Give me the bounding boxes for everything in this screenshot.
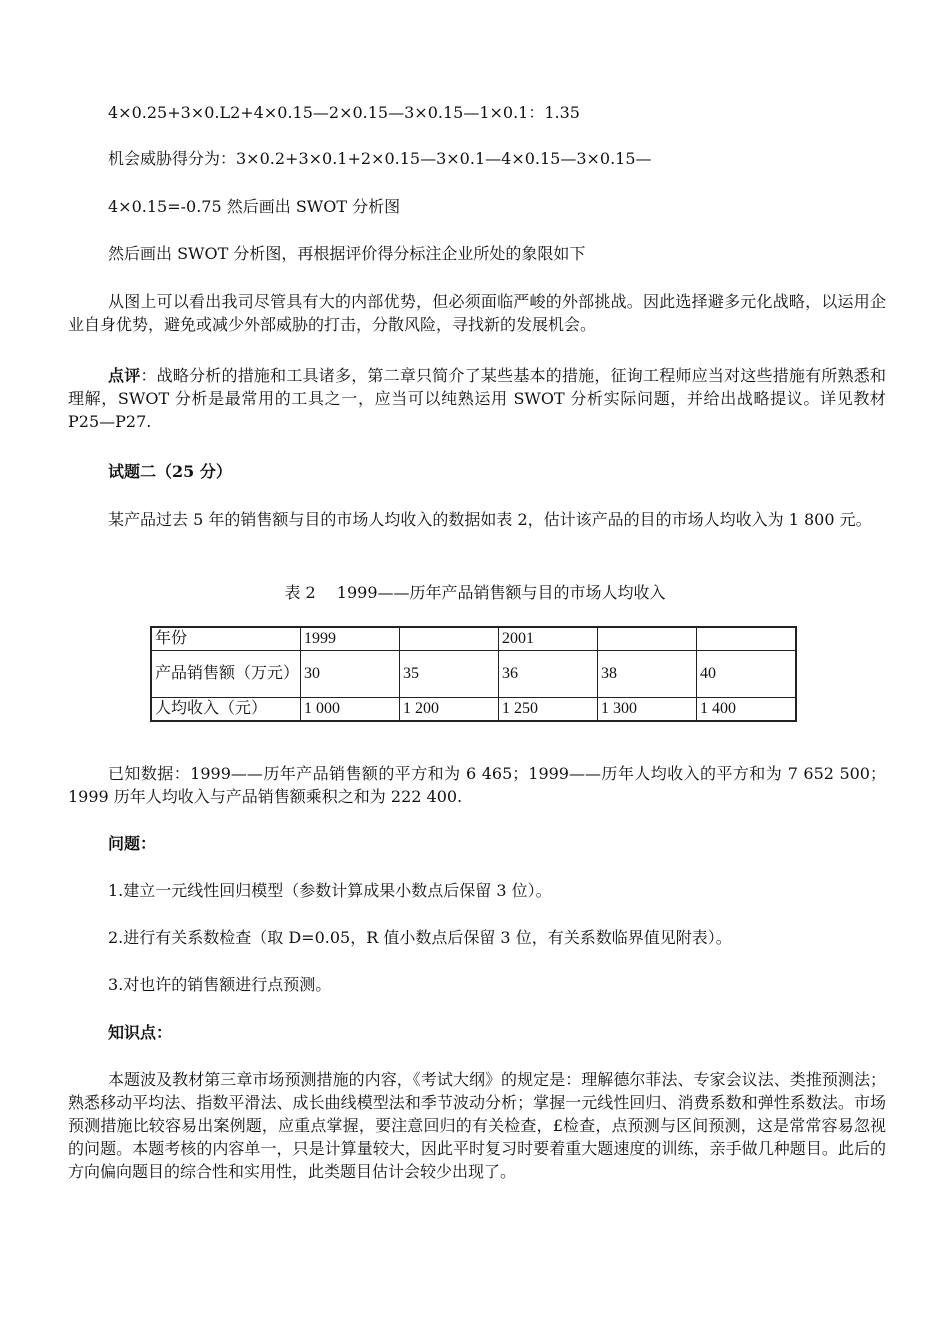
table-cell: 36 bbox=[499, 651, 598, 698]
table-cell: 产品销售额（万元） bbox=[151, 651, 301, 698]
knowledge-paragraph: 本题波及教材第三章市场预测措施的内容，《考试大纲》的规定是：理解德尔菲法、专家会议法、类推预测法；熟悉移动平均法、指数平滑法、成长曲线模型法和季节波动分析；掌握一元线性回归、消费系数和弹性系数法。市场预测措施比较容易出案例题，应重点掌握，要注意回归的有关检查，£检查，点预测与区间预测，这是常常容易忽视的问题。本题考核的内容单一，只是计算量较大，因此平时复习时要着重大题速度的训练，亲手做几种题目。此后的方向偏向题目的综合性和实用性，此类题目估计会较少出现了。 bbox=[68, 1070, 886, 1181]
table-cell: 1 250 bbox=[499, 698, 598, 722]
question-item-1: 1.建立一元线性回归模型（参数计算成果小数点后保留 3 位）。 bbox=[108, 881, 552, 900]
question-two-heading: 试题二（25 分） bbox=[108, 462, 232, 481]
table-cell: 1 200 bbox=[400, 698, 499, 722]
knowledge-heading: 知识点： bbox=[108, 1023, 173, 1042]
formula-line-1: 4×0.25+3×0.L2+4×0.15—2×0.15—3×0.15—1×0.1：1.35 bbox=[108, 103, 580, 122]
table-cell: 35 bbox=[400, 651, 499, 698]
table-cell bbox=[598, 627, 697, 651]
table-cell: 年份 bbox=[151, 627, 301, 651]
question-two-intro: 某产品过去 5 年的销售额与目的市场人均收入的数据如表 2，估计该产品的目的市场人均收入为 1 800 元。 bbox=[108, 510, 872, 529]
table-cell: 人均收入（元） bbox=[151, 698, 301, 722]
formula-line-3: 4×0.15=-0.75 然后画出 SWOT 分析图 bbox=[108, 197, 401, 216]
formula-line-2: 机会威胁得分为：3×0.2+3×0.1+2×0.15—3×0.1—4×0.15—3×0.15— bbox=[108, 149, 652, 168]
table-cell: 1 400 bbox=[697, 698, 797, 722]
comment-text: ：战略分析的措施和工具诸多，第二章只简介了某些基本的措施，征询工程师应当对这些措施有所熟悉和理解，SWOT 分析是最常用的工具之一，应当可以纯熟运用 SWOT 分析实际问题，并给出战略提议。详见教材 P25—P27. bbox=[68, 366, 886, 431]
table-cell bbox=[697, 627, 797, 651]
analysis-paragraph: 从图上可以看出我司尽管具有大的内部优势，但必须面临严峻的外部挑战。因此选择避多元化战略，以运用企业自身优势，避免或减少外部威胁的打击，分散风险，寻找新的发展机会。 bbox=[68, 292, 886, 334]
swot-instruction: 然后画出 SWOT 分析图，再根据评价得分标注企业所处的象限如下 bbox=[108, 244, 586, 263]
table-cell: 1999 bbox=[301, 627, 400, 651]
questions-heading: 问题： bbox=[108, 834, 157, 853]
table-caption: 表 2 1999——历年产品销售额与目的市场人均收入 bbox=[284, 583, 666, 602]
table-cell: 40 bbox=[697, 651, 797, 698]
question-item-3: 3.对也许的销售额进行点预测。 bbox=[108, 975, 332, 994]
table-row bbox=[151, 651, 796, 698]
comment-label: 点评 bbox=[108, 366, 141, 385]
table-cell: 38 bbox=[598, 651, 697, 698]
table-cell: 2001 bbox=[499, 627, 598, 651]
known-data-paragraph: 已知数据：1999——历年产品销售额的平方和为 6 465；1999——历年人均收入的平方和为 7 652 500；1999 历年人均收入与产品销售额乘积之和为 222 400. bbox=[68, 764, 886, 806]
table-row bbox=[151, 698, 796, 722]
sales-income-table bbox=[150, 626, 797, 722]
table-cell: 1 300 bbox=[598, 698, 697, 722]
table-cell bbox=[400, 627, 499, 651]
table-cell: 30 bbox=[301, 651, 400, 698]
comment-paragraph bbox=[68, 364, 886, 433]
table-cell: 1 000 bbox=[301, 698, 400, 722]
table-row bbox=[151, 627, 796, 651]
question-item-2: 2.进行有关系数检查（取 D=0.05，R 值小数点后保留 3 位，有关系数临界值见附表）。 bbox=[108, 928, 732, 947]
